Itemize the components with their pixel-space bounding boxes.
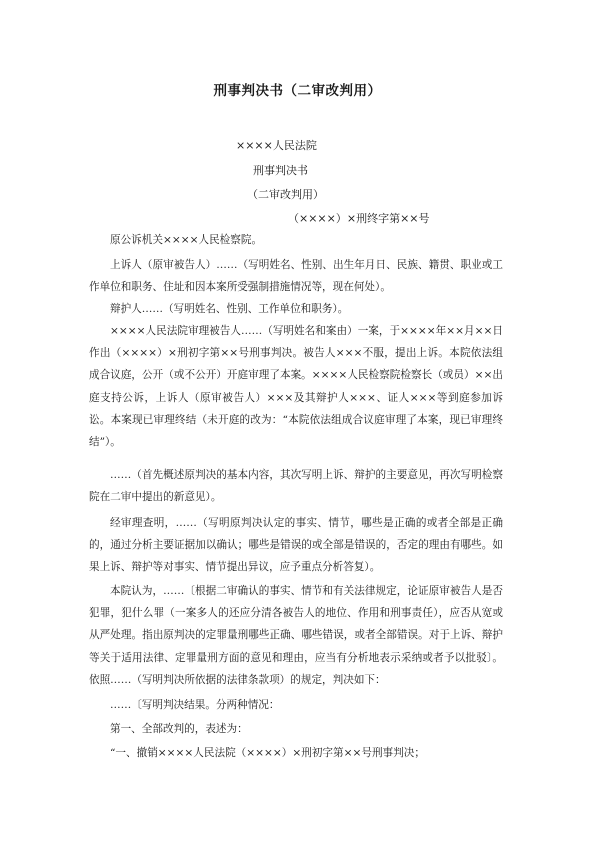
paragraph-reasoning: 本院认为，……〔根据二审确认的事实、情节和有关法律规定，论证原审被告人是否犯罪，犯什么罪（一案多人的还应分清各被告人的地位、作用和刑事责任），应否从宽或从严处理。指出原判决的定罪量刑哪些正确、哪些错误，或者全部错误。对于上诉、辩护等关于适用法律、定罪量刑方面的意见和理由，应当有分析地表示采纳或者予以批驳〕。依照……（写明判决所依据的法律条款项）的规定，判决如下： xyxy=(89,585,503,686)
paragraph-full-reversal: 第一、全部改判的，表述为： xyxy=(110,723,248,735)
paragraph-prosecutor: 原公诉机关××××人民检察院。 xyxy=(110,234,263,246)
paragraph-revoke-item: “一、撤销××××人民法院（××××）×刑初字第××号刑事判决； xyxy=(110,747,425,759)
paragraph-appellant: 上诉人（原审被告人）……（写明姓名、性别、出生年月日、民族、籍贯、职业或工作单位和职务、住址和因本案所受强制措施情况等，现在何处）。 xyxy=(89,259,503,294)
paragraph-summary: ……（首先概述原判决的基本内容，其次写明上诉、辩护的主要意见，再次写明检察院在二审中提出的新意见）。 xyxy=(89,469,503,504)
paragraph-findings: 经审理查明，……（写明原判决认定的事实、情节，哪些是正确的或者全部是正确的，通过分析主要证据加以确认；哪些是错误的或全部是错误的，否定的理由有哪些。如果上诉、辩护等对事实、情节提出异议，应予重点分析答复）。 xyxy=(89,517,503,574)
case-number: （××××）×刑终字第××号 xyxy=(288,212,430,225)
document-type: 刑事判决书 xyxy=(253,164,308,177)
paragraph-judgment-intro: ……〔写明判决结果。分两种情况： xyxy=(110,699,280,711)
court-name: ××××人民法院 xyxy=(236,139,317,152)
document-title: 刑事判决书（二审改判用） xyxy=(213,83,382,99)
paragraph-defender: 辩护人……（写明姓名、性别、工作单位和职务）。 xyxy=(110,303,349,315)
paragraph-procedure: ××××人民法院审理被告人……（写明姓名和案由）一案，于××××年××月××日作出（××××）×刑初字第××号刑事判决。被告人×××不服，提出上诉。本院依法组成合议庭，公开（或不公开）开庭审理了本案。××××人民检察院检察长（或员）××出庭支持公诉，上诉人（原审被告人）×××及其辩护人×××、证人×××等到庭参加诉讼。本案现已审理终结（未开庭的改为：“本院依法组成合议庭审理了本案，现已审理终结”）。 xyxy=(89,325,503,449)
document-subtype: （二审改判用） xyxy=(247,188,324,201)
